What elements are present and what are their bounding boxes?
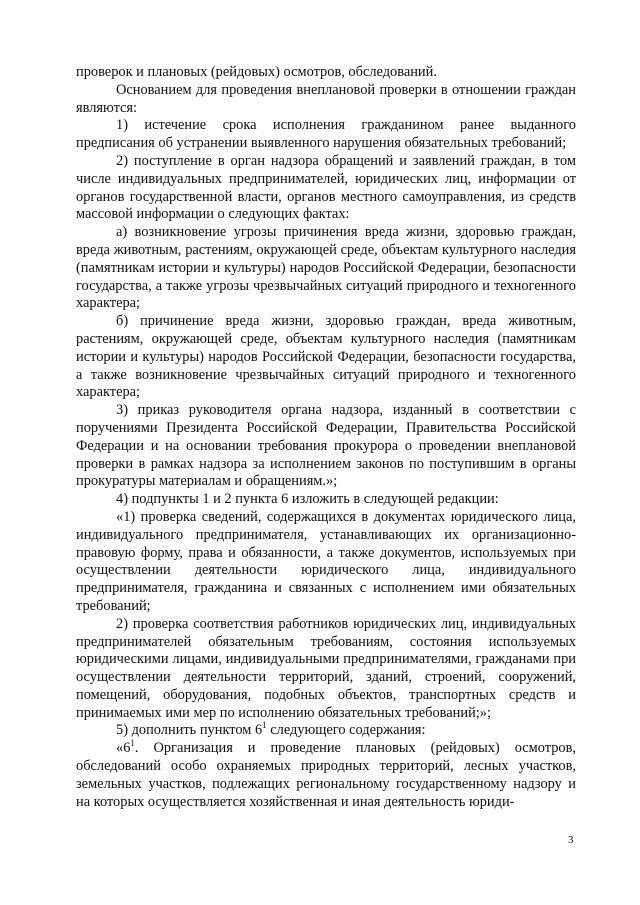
paragraph: 3) приказ руководителя органа надзора, изданный в соответствии с поручениями Президента Российской Федерации, Правительства Российской Федерации и на основании требования прокурора о проведении внеплановой проверки в рамках надзора за исполнением законов по поступившим в органы прокуратуры материалам и обращениям.»; xyxy=(76,402,576,490)
paragraph-text: следующего содержания: xyxy=(266,722,426,739)
superscript: 1 xyxy=(130,738,135,749)
paragraph: проверок и плановых (рейдовых) осмотров, обследований. xyxy=(76,64,437,80)
document-body xyxy=(76,64,576,811)
paragraph: 1) истечение срока исполнения гражданином ранее выданного предписания об устранении выявленного нарушения обязательных требований; xyxy=(76,117,576,152)
paragraph: б) причинение вреда жизни, здоровью граждан, вреда животным, растениям, окружающей среде, объектам культурного наследия (памятникам истории и культуры) народов Российской Федерации, безопасности государства, а также возникновение чрезвычайных ситуаций природного и техногенного характера; xyxy=(76,313,576,401)
paragraph-text: «6 xyxy=(116,740,131,757)
paragraph-text: 5) дополнить пунктом 6 xyxy=(116,722,263,739)
paragraph: «1) проверка сведений, содержащихся в документах юридического лица, индивидуального предпринимателя, устанавливающих их организационно-правовую форму, права и обязанности, а также документов, используемых при осуществлении деятельности юридического лица, индивидуального предпринимателя, гражданина и связанных с исполнением ими обязательных требований; xyxy=(76,508,576,614)
paragraph-text: . Организация и проведение плановых (рейдовых) осмотров, обследований особо охраняемых природных территорий, лесных участков, земельных участков, подлежащих региональному государственному надзору и на которых осуществляется хозяйственная и иная деятельность юриди- xyxy=(76,740,576,810)
paragraph-point-6-1 xyxy=(76,740,576,811)
paragraph: Основанием для проведения внеплановой проверки в отношении граждан являются: xyxy=(76,81,576,116)
paragraph: а) возникновение угрозы причинения вреда жизни, здоровью граждан, вреда животным, растениям, окружающей среде, объектам культурного наследия (памятникам истории и культуры) народов Российской Федерации, безопасности государства, а также угрозы чрезвычайных ситуаций природного и техногенного характера; xyxy=(76,224,576,312)
superscript: 1 xyxy=(262,720,267,731)
paragraph: 2) проверка соответствия работников юридических лиц, индивидуальных предпринимателей обязательным требованиям, состояния используемых юридическими лицами, индивидуальными предпринимателями, гражданами при осуществлении деятельности территорий, зданий, строений, сооружений, помещений, оборудования, подобных объектов, транспортных средств и принимаемых ими мер по исполнению обязательных требований;»; xyxy=(76,615,576,721)
page-number: 3 xyxy=(568,834,574,846)
paragraph: 2) поступление в орган надзора обращений и заявлений граждан, в том числе индивидуальных предпринимателей, юридических лиц, информации от органов государственной власти, органов местного самоуправления, из средств массовой информации о следующих фактах: xyxy=(76,152,576,223)
paragraph-item-5 xyxy=(76,722,576,740)
paragraph: 4) подпункты 1 и 2 пункта 6 изложить в следующей редакции: xyxy=(116,491,499,508)
